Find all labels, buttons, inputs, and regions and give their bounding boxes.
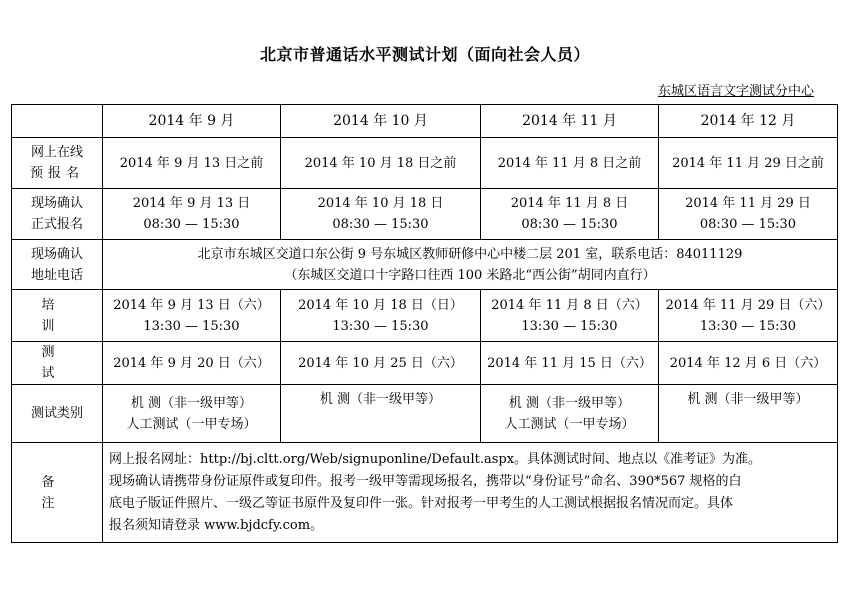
training-time: 13:30 — 15:30 [699, 318, 797, 334]
row-label-online-prereg [12, 138, 103, 189]
row-label-line: 网上在线 [30, 145, 83, 160]
training-dec [659, 290, 838, 342]
training-time: 13:30 — 15:30 [332, 318, 429, 334]
row-label-address [12, 240, 103, 290]
row-label-line: 正式报名 [30, 217, 83, 232]
onsite-reg-date: 2014 年 11 月 8 日 [510, 196, 629, 211]
notes-line: 现场确认请携带身份证原件或复印件。报考一级甲等需现场报名，携带以“身份证号”命名、390*567 规格的白 [109, 473, 742, 489]
onsite-reg-nov [481, 189, 659, 240]
training-oct [281, 290, 481, 342]
table-row-address [12, 240, 838, 290]
onsite-reg-time: 08:30 — 15:30 [699, 217, 797, 232]
row-label-test: 测 试 [12, 342, 103, 385]
notes-cell [103, 443, 838, 543]
training-time: 13:30 — 15:30 [521, 318, 618, 334]
onsite-reg-date: 2014 年 10 月 18 日 [317, 196, 444, 211]
row-label-category: 测试类别 [12, 385, 103, 443]
row-label-notes: 备 注 [12, 443, 103, 543]
category-dec [659, 385, 838, 443]
address-cell [103, 240, 838, 290]
category-manual: 人工测试（一甲专场） [504, 416, 635, 432]
onsite-reg-dec [659, 189, 838, 240]
test-oct: 2014 年 10 月 25 日（六） [281, 342, 481, 385]
table-row-months [12, 105, 838, 138]
training-date: 2014 年 9 月 13 日（六） [113, 297, 270, 313]
category-machine: 机 测（非一级甲等） [319, 392, 442, 407]
training-time: 13:30 — 15:30 [143, 318, 240, 334]
online-prereg-dec: 2014 年 11 月 29 日之前 [659, 138, 838, 189]
row-label-training: 培 训 [12, 290, 103, 342]
organization-name-text: 东城区语言文字测试分中心 [657, 84, 814, 99]
online-prereg-oct: 2014 年 10 月 18 日之前 [281, 138, 481, 189]
onsite-reg-date: 2014 年 11 月 29 日 [685, 196, 811, 211]
training-sep [103, 290, 281, 342]
table-row-training [12, 290, 838, 342]
address-line: 北京市东城区交道口东公街 9 号东城区教师研修中心中楼二层 201 室，联系电话：84011129 [197, 246, 743, 262]
onsite-reg-sep [103, 189, 281, 240]
training-nov [481, 290, 659, 342]
category-manual: 人工测试（一甲专场） [126, 416, 257, 432]
onsite-reg-time: 08:30 — 15:30 [143, 217, 240, 232]
month-header-oct: 2014 年 10 月 [281, 105, 481, 138]
month-header-sep: 2014 年 9 月 [103, 105, 281, 138]
row-label-line: 地址电话 [30, 267, 83, 283]
training-date: 2014 年 11 月 8 日（六） [491, 297, 648, 313]
category-machine: 机 测（非一级甲等） [508, 395, 631, 411]
onsite-reg-date: 2014 年 9 月 13 日 [132, 196, 251, 211]
notes-line: 报名须知请登录 www.bjdcfy.com。 [109, 517, 324, 533]
online-prereg-nov: 2014 年 11 月 8 日之前 [481, 138, 659, 189]
onsite-reg-time: 08:30 — 15:30 [521, 217, 618, 232]
test-sep: 2014 年 9 月 20 日（六） [103, 342, 281, 385]
category-machine: 机 测（非一级甲等） [687, 392, 809, 407]
table-row-category [12, 385, 838, 443]
table-row-test [12, 342, 838, 385]
onsite-reg-time: 08:30 — 15:30 [332, 217, 429, 232]
page-title: 北京市普通话水平测试计划（面向社会人员） [259, 45, 590, 64]
online-prereg-sep: 2014 年 9 月 13 日之前 [103, 138, 281, 189]
table-row-onsite-reg [12, 189, 838, 240]
notes-line: 网上报名网址：http://bj.cltt.org/Web/signuponline/Default.aspx。具体测试时间、地点以《准考证》为准。 [109, 451, 762, 467]
row-label-line: 现场确认 [30, 196, 83, 211]
row-label-line: 现场确认 [30, 246, 83, 262]
table-row-notes [12, 443, 838, 543]
row-label-onsite-reg [12, 189, 103, 240]
test-dec: 2014 年 12 月 6 日（六） [659, 342, 838, 385]
table-row-online-prereg [12, 138, 838, 189]
category-machine: 机 测（非一级甲等） [130, 395, 253, 411]
row-label-line: 预报名 [29, 166, 84, 181]
onsite-reg-oct [281, 189, 481, 240]
organization-name [658, 80, 814, 99]
month-header-nov: 2014 年 11 月 [481, 105, 659, 138]
training-date: 2014 年 10 月 18 日（日） [298, 297, 463, 313]
header-empty-cell [12, 105, 103, 138]
category-oct [281, 385, 481, 443]
address-directions: （东城区交道口十字路口往西 100 米路北“西公街”胡同内直行） [284, 267, 656, 283]
notes-line: 底电子版证件照片、一级乙等证书原件及复印件一张。针对报考一甲考生的人工测试根据报名情况而定。具体 [109, 495, 734, 511]
category-nov [481, 385, 659, 443]
category-sep [103, 385, 281, 443]
month-header-dec: 2014 年 12 月 [659, 105, 838, 138]
schedule-table [11, 104, 838, 543]
test-nov: 2014 年 11 月 15 日（六） [481, 342, 659, 385]
training-date: 2014 年 11 月 29 日（六） [665, 297, 831, 313]
